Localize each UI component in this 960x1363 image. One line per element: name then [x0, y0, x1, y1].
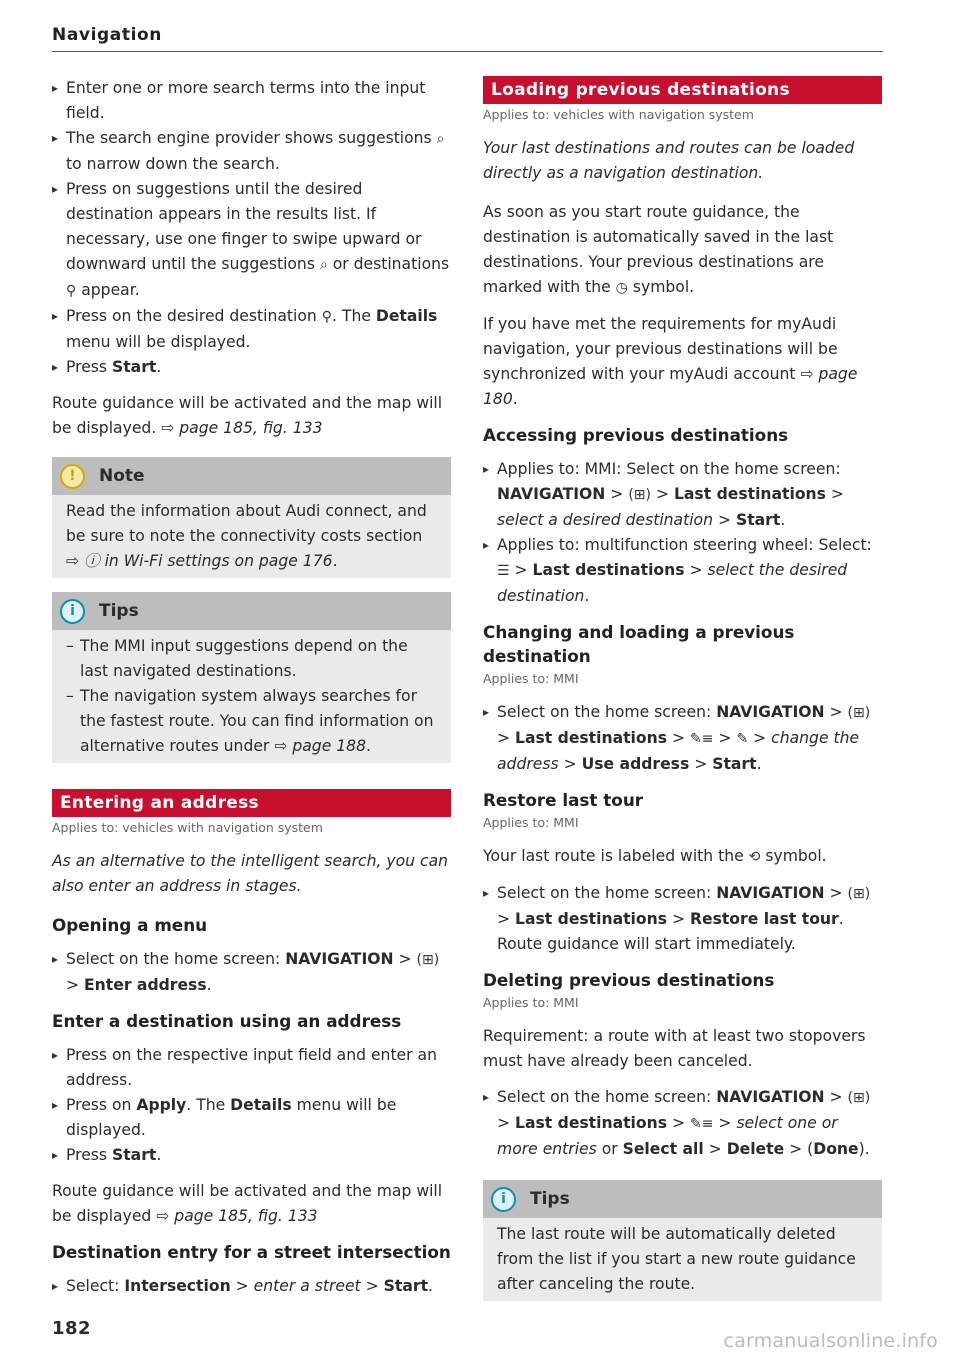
step-access-mmi: ▸ Applies to: MMI: Select on the home screen: NAVIGATION > (⊞) > Last destinations > select a desired destination > Start. [483, 457, 882, 533]
paragraph-restore: Your last route is labeled with the ⟲ symbol. [483, 844, 882, 870]
step-press-start: ▸ Press Start. [52, 355, 451, 380]
paragraph-saved-destinations: As soon as you start route guidance, the destination is automatically saved in the last destinations. Your previous destinations are marked with the ◷ symbol. [483, 200, 882, 301]
tips-title: Tips [99, 600, 139, 621]
tips-title: Tips [530, 1188, 570, 1209]
edit-pencil-icon: ✎ [736, 731, 749, 747]
alternative-routes-reference[interactable]: ⇨ page 188 [274, 737, 367, 755]
info-icon: i [60, 599, 85, 624]
info-icon: i [491, 1187, 516, 1212]
edit-list-icon: ✎≡ [689, 1116, 714, 1132]
heading-deleting: Deleting previous destinations [483, 970, 775, 990]
applies-to: Applies to: vehicles with navigation system [483, 107, 754, 122]
tip-item: – The MMI input suggestions depend on the last navigated destinations. [66, 634, 437, 684]
restore-route-icon: ⟲ [748, 849, 761, 865]
heading-accessing: Accessing previous destinations [483, 425, 789, 445]
step-suggestions: ▸ The search engine provider shows suggestions ⌕ to narrow down the search. [52, 126, 451, 177]
search-steps [52, 76, 451, 380]
step-enter-terms: ▸ Enter one or more search terms into the input field. [52, 76, 451, 126]
heading-enter-destination: Enter a destination using an address [52, 1011, 402, 1031]
step-apply: ▸ Press on Apply. The Details menu will be displayed. [52, 1093, 451, 1143]
menu-grid-icon: (⊞) [628, 487, 651, 503]
myaudi-page-reference[interactable]: ⇨ page 180 [483, 365, 858, 408]
route-guidance-text: Route guidance will be activated and the map will be displayed ⇨ page 185, fig. 133 [52, 1182, 443, 1225]
tips-box [52, 592, 451, 763]
applies-to: Applies to: MMI [483, 815, 579, 830]
edit-list-icon: ✎≡ [689, 731, 714, 747]
step-start: ▸ Press Start. [52, 1143, 451, 1168]
heading-restore: Restore last tour [483, 790, 644, 810]
right-column [483, 76, 882, 1315]
note-box [52, 457, 451, 578]
menu-grid-icon: (⊞) [847, 705, 871, 721]
applies-to: Applies to: MMI [483, 995, 579, 1010]
heading-intersection: Destination entry for a street intersection [52, 1242, 451, 1262]
page-reference-link[interactable]: ⇨ page 185, fig. 133 [156, 1207, 318, 1225]
applies-to: Applies to: vehicles with navigation system [52, 820, 323, 835]
step-restore: ▸ Select on the home screen: NAVIGATION > (⊞) > Last destinations > Restore last tour. Route guidance will start immediately. [483, 881, 882, 957]
list-menu-icon: ☰ [497, 563, 510, 579]
step-change: ▸ Select on the home screen: NAVIGATION > (⊞) > Last destinations > ✎≡ > ✎ > change the address > Use address > Start. [483, 700, 882, 777]
step-access-steering-wheel: ▸ Applies to: multifunction steering wheel: Select: ☰ > Last destinations > select the desired destination. [483, 533, 882, 609]
page-header-title: Navigation [52, 25, 162, 45]
search-suggestion-icon: ⌕ [319, 257, 328, 273]
applies-to: Applies to: MMI [483, 671, 579, 686]
paragraph-requirement: Requirement: a route with at least two stopovers must have already been canceled. [483, 1027, 866, 1070]
note-body: Read the information about Audi connect, and be sure to note the connectivity costs section ⇨ ⓘ in Wi-Fi settings on page 176. [66, 502, 427, 570]
left-column [52, 76, 451, 1310]
step-press-suggestions: ▸ Press on suggestions until the desired destination appears in the results list. If necessary, use one finger to swipe upward or downward until the suggestions ⌕ or destinations ⚲ appear. [52, 177, 451, 304]
heading-changing: Changing and loading a previous destination [483, 622, 795, 666]
page-number: 182 [52, 1318, 92, 1339]
step-delete: ▸ Select on the home screen: NAVIGATION > (⊞) > Last destinations > ✎≡ > select one or more entries or Select all > Delete > (Done). [483, 1085, 882, 1162]
note-title: Note [99, 465, 145, 486]
page-reference-link[interactable]: ⇨ page 185, fig. 133 [161, 419, 323, 437]
tips-body: The last route will be automatically deleted from the list if you start a new route guidance after canceling the route. [497, 1225, 856, 1293]
section-banner-entering-address: Entering an address [52, 789, 451, 817]
watermark-text: carmanualsonline.info [723, 1330, 938, 1352]
destination-pin-icon: ⚲ [66, 283, 77, 299]
search-suggestion-icon: ⌕ [436, 131, 445, 147]
clock-history-icon: ◷ [615, 280, 628, 296]
section-lead: Your last destinations and routes can be loaded directly as a navigation destination. [483, 139, 855, 182]
route-guidance-text: Route guidance will be activated and the map will be displayed. ⇨ page 185, fig. 133 [52, 394, 443, 437]
warning-icon: ! [60, 464, 85, 489]
section-banner-loading-previous: Loading previous destinations [483, 76, 882, 104]
menu-grid-icon: (⊞) [847, 886, 871, 902]
header-rule [52, 51, 883, 52]
tips-box [483, 1180, 882, 1301]
paragraph-myaudi: If you have met the requirements for myAudi navigation, your previous destinations will be synchronized with your myAudi account ⇨ page 180. [483, 315, 858, 408]
step-intersection: ▸ Select: Intersection > enter a street > Start. [52, 1274, 451, 1299]
wifi-settings-reference[interactable]: ⇨ ⓘ in Wi-Fi settings on page 176 [66, 552, 333, 570]
section-lead: As an alternative to the intelligent search, you can also enter an address in stages. [52, 852, 449, 895]
heading-opening-menu: Opening a menu [52, 915, 208, 935]
step-press-destination: ▸ Press on the desired destination ⚲. The Details menu will be displayed. [52, 304, 451, 355]
menu-grid-icon: (⊞) [847, 1090, 871, 1106]
destination-pin-icon: ⚲ [321, 309, 332, 325]
tip-item: – The navigation system always searches for the fastest route. You can find information on alternative routes under ⇨ page 188. [66, 684, 437, 759]
menu-grid-icon: (⊞) [416, 952, 440, 968]
step-open-menu: ▸ Select on the home screen: NAVIGATION > (⊞) > Enter address. [52, 947, 451, 998]
step-input-field: ▸ Press on the respective input field and enter an address. [52, 1043, 451, 1093]
